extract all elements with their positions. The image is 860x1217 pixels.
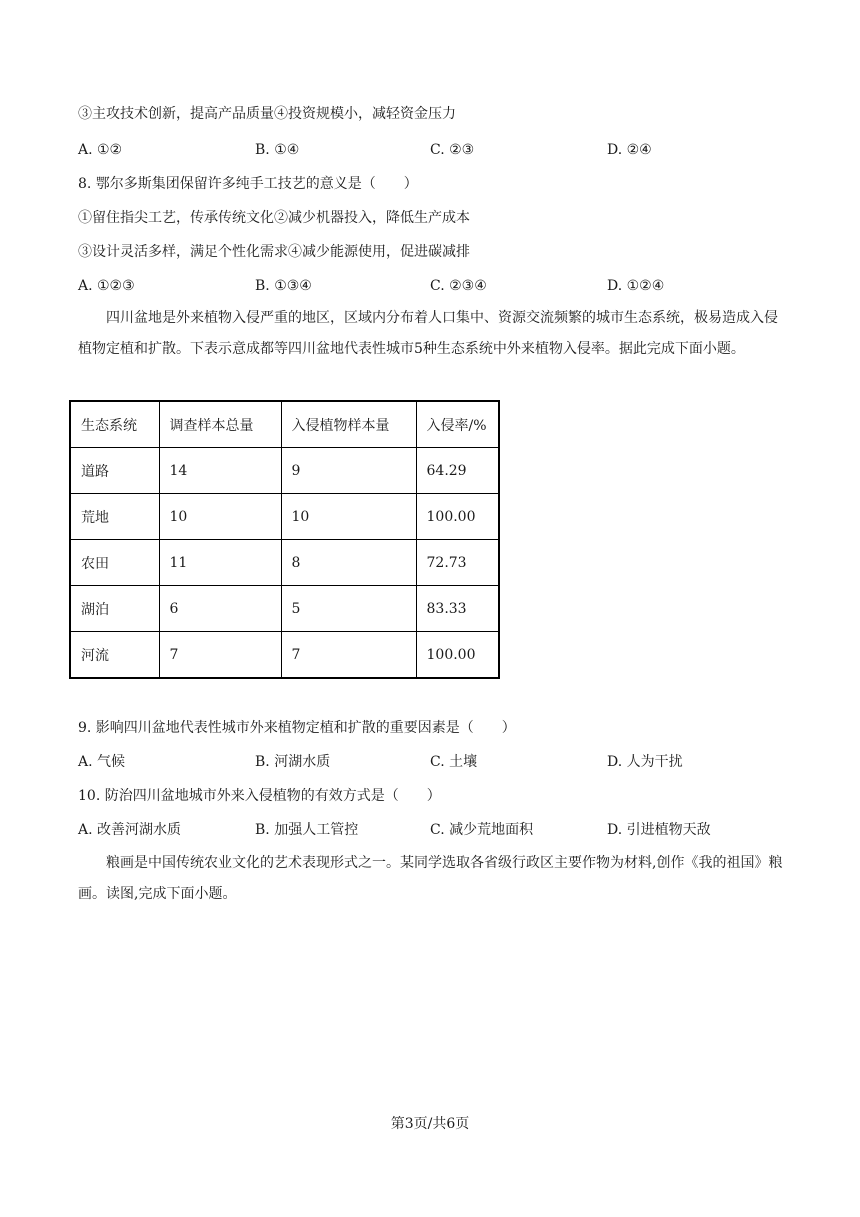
q7-option-b[interactable]: B. ①④ (255, 142, 300, 158)
table-cell: 8 (281, 540, 416, 586)
q8-option-c[interactable]: C. ②③④ (430, 278, 487, 294)
q10-option-b[interactable]: B. 加强人工管控 (255, 822, 359, 838)
q9-option-d[interactable]: D. 人为干扰 (607, 754, 683, 770)
q9-options (78, 752, 784, 772)
table-cell: 72.73 (416, 540, 499, 586)
q7-option-c[interactable]: C. ②③ (430, 142, 475, 158)
q10-options (78, 820, 784, 840)
q10-option-d[interactable]: D. 引进植物天敌 (607, 822, 711, 838)
table-header-cell: 调查样本总量 (159, 401, 281, 448)
invasion-table (69, 400, 500, 679)
table-header-row (70, 401, 499, 448)
q10-question: 10. 防治四川盆地城市外来入侵植物的有效方式是（ ） (78, 788, 441, 804)
table-cell: 100.00 (416, 494, 499, 540)
q9-option-a[interactable]: A. 气候 (78, 754, 126, 770)
table-header-cell: 入侵植物样本量 (281, 401, 416, 448)
passage-sichuan: 四川盆地是外来植物入侵严重的地区，区域内分布着人口集中、资源交流频繁的城市生态系统，极易造成入侵植物定植和扩散。下表示意成都等四川盆地代表性城市5种生态系统中外来植物入侵率。据此完成下面小题。 (78, 310, 778, 357)
table-cell: 14 (159, 448, 281, 494)
table-cell: 5 (281, 586, 416, 632)
passage-grain-painting: 粮画是中国传统农业文化的艺术表现形式之一。某同学选取各省级行政区主要作物为材料,创作《我的祖国》粮画。读图,完成下面小题。 (78, 855, 783, 902)
table-cell: 荒地 (70, 494, 159, 540)
q9-option-c[interactable]: C. 土壤 (430, 754, 478, 770)
table-cell: 7 (281, 632, 416, 679)
q8-statement-2: ③设计灵活多样，满足个性化需求④减少能源使用，促进碳减排 (78, 244, 470, 260)
q9-question: 9. 影响四川盆地代表性城市外来植物定植和扩散的重要因素是（ ） (78, 720, 516, 736)
table-row (70, 586, 499, 632)
q8-option-a[interactable]: A. ①②③ (78, 278, 135, 294)
q8-statement-1: ①留住指尖工艺，传承传统文化②减少机器投入，降低生产成本 (78, 210, 470, 226)
q7-option-a[interactable]: A. ①② (78, 142, 123, 158)
q10-option-a[interactable]: A. 改善河湖水质 (78, 822, 182, 838)
table-cell: 7 (159, 632, 281, 679)
table-cell: 100.00 (416, 632, 499, 679)
q8-options (78, 276, 784, 296)
q7-options (78, 140, 784, 160)
table-header-cell: 入侵率/% (416, 401, 499, 448)
table-cell: 11 (159, 540, 281, 586)
q8-question: 8. 鄂尔多斯集团保留许多纯手工技艺的意义是（ ） (78, 176, 418, 192)
table-header-cell: 生态系统 (70, 401, 159, 448)
q8-option-d[interactable]: D. ①②④ (607, 278, 665, 294)
table-cell: 10 (281, 494, 416, 540)
table-cell: 9 (281, 448, 416, 494)
table-row (70, 494, 499, 540)
table-cell: 64.29 (416, 448, 499, 494)
table-cell: 83.33 (416, 586, 499, 632)
q7-option-d[interactable]: D. ②④ (607, 142, 652, 158)
table-row (70, 448, 499, 494)
table-row (70, 540, 499, 586)
table-cell: 农田 (70, 540, 159, 586)
table-row (70, 632, 499, 679)
q7-statement-line: ③主攻技术创新，提高产品质量④投资规模小，减轻资金压力 (78, 106, 456, 122)
table-cell: 6 (159, 586, 281, 632)
q9-option-b[interactable]: B. 河湖水质 (255, 754, 331, 770)
q8-option-b[interactable]: B. ①③④ (255, 278, 312, 294)
q10-option-c[interactable]: C. 减少荒地面积 (430, 822, 534, 838)
page-footer: 第3页/共6页 (390, 1116, 470, 1132)
table-cell: 河流 (70, 632, 159, 679)
table-cell: 道路 (70, 448, 159, 494)
table-cell: 湖泊 (70, 586, 159, 632)
table-cell: 10 (159, 494, 281, 540)
